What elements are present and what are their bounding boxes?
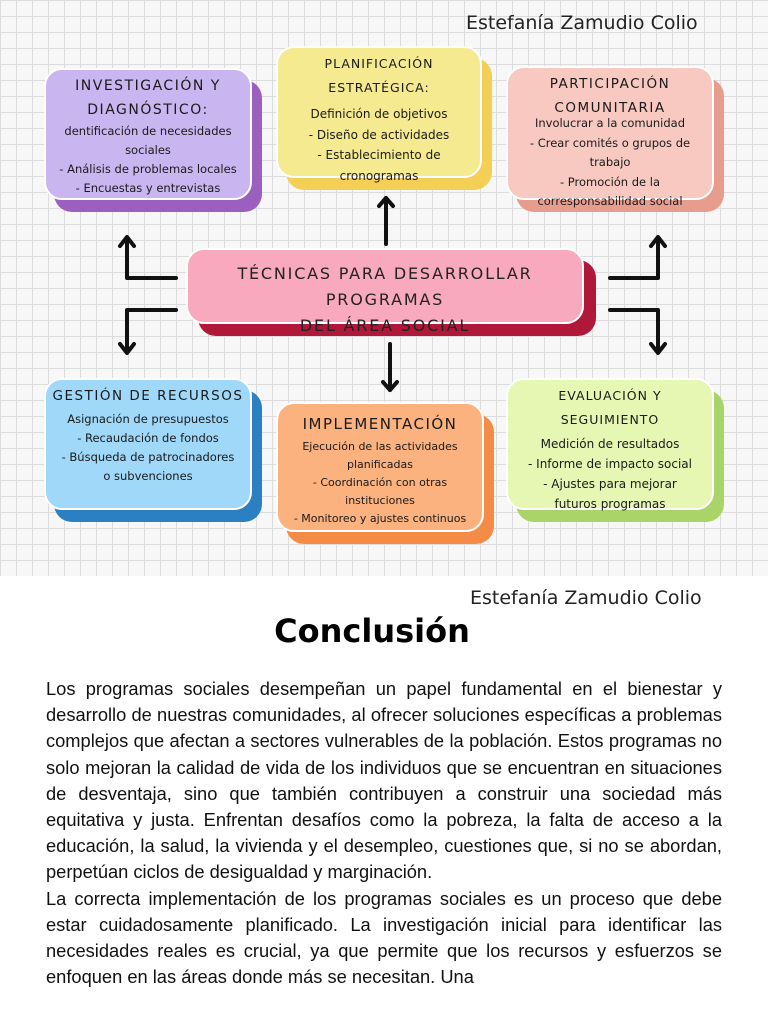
card-investigacion-body: dentificación de necesidades sociales - Análisis de problemas locales - Encuestas y entrevistas	[59, 124, 237, 195]
center-topic-box	[186, 248, 584, 335]
card-participacion	[506, 66, 714, 208]
card-investigacion	[44, 68, 252, 200]
card-planificacion	[276, 46, 482, 183]
card-gestion-title: GESTIÓN DE RECURSOS	[52, 388, 244, 404]
card-implementacion-title: IMPLEMENTACIÓN	[302, 415, 458, 433]
author-name-top: Estefanía Zamudio Colio	[466, 12, 698, 34]
card-implementacion-body: Ejecución de las actividades planificadas - Coordinación con otras instituciones - Monitoreo y ajustes continuos	[293, 440, 467, 525]
author-name-bottom: Estefanía Zamudio Colio	[470, 587, 702, 609]
card-participacion-body: Involucrar a la comunidad - Crear comités o grupos de trabajo - Promoción de la corresponsabilidad social	[529, 116, 691, 208]
conclusion-body	[46, 676, 722, 990]
conclusion-paragraph-2: La correcta implementación de los programas sociales es un proceso que debe estar cuidadosamente planificado. La investigación inicial para identificar las necesidades reales es crucial, ya que permite que los recursos y esfuerzos se enfoquen en las áreas donde más se necesitan. Una	[46, 887, 722, 988]
card-evaluacion-title: EVALUACIÓN Y SEGUIMIENTO	[558, 388, 662, 427]
conclusion-paragraph-1: Los programas sociales desempeñan un papel fundamental en el bienestar y desarrollo de nuestras comunidades, al ofrecer soluciones específicas a problemas complejos que afectan a sectores vulnerables de la población. Estos programas no solo mejoran la calidad de vida de los individuos que se encuentran en situaciones de desventaja, sino que también contribuyen a construir una sociedad más equitativa y justa. Enfrentan desafíos como la pobreza, la falta de acceso a la educación, la salud, la vivienda y el desempleo, cuestiones que, si no se abordan, perpetúan ciclos de desigualdad y marginación.	[46, 678, 722, 883]
conclusion-title: Conclusión	[274, 612, 470, 650]
card-planificacion-title: PLANIFICACIÓN ESTRATÉGICA:	[324, 56, 434, 95]
card-investigacion-title: INVESTIGACIÓN Y DIAGNÓSTICO:	[75, 78, 221, 118]
card-gestion	[44, 378, 252, 510]
card-participacion-title: PARTICIPACIÓN COMUNITARIA	[549, 76, 671, 116]
card-evaluacion-body: Medición de resultados - Informe de impacto social - Ajustes para mejorar futuros programas	[528, 437, 692, 511]
center-topic-title: TÉCNICAS PARA DESARROLLAR PROGRAMAS DEL ÁREA SOCIAL	[237, 264, 533, 335]
card-planificacion-body: Definición de objetivos - Diseño de actividades - Establecimiento de cronogramas	[308, 107, 450, 183]
card-evaluacion	[506, 378, 714, 510]
card-implementacion	[276, 402, 484, 532]
card-gestion-body: Asignación de presupuestos - Recaudación de fondos - Búsqueda de patrocinadores o subvenciones	[61, 412, 235, 483]
